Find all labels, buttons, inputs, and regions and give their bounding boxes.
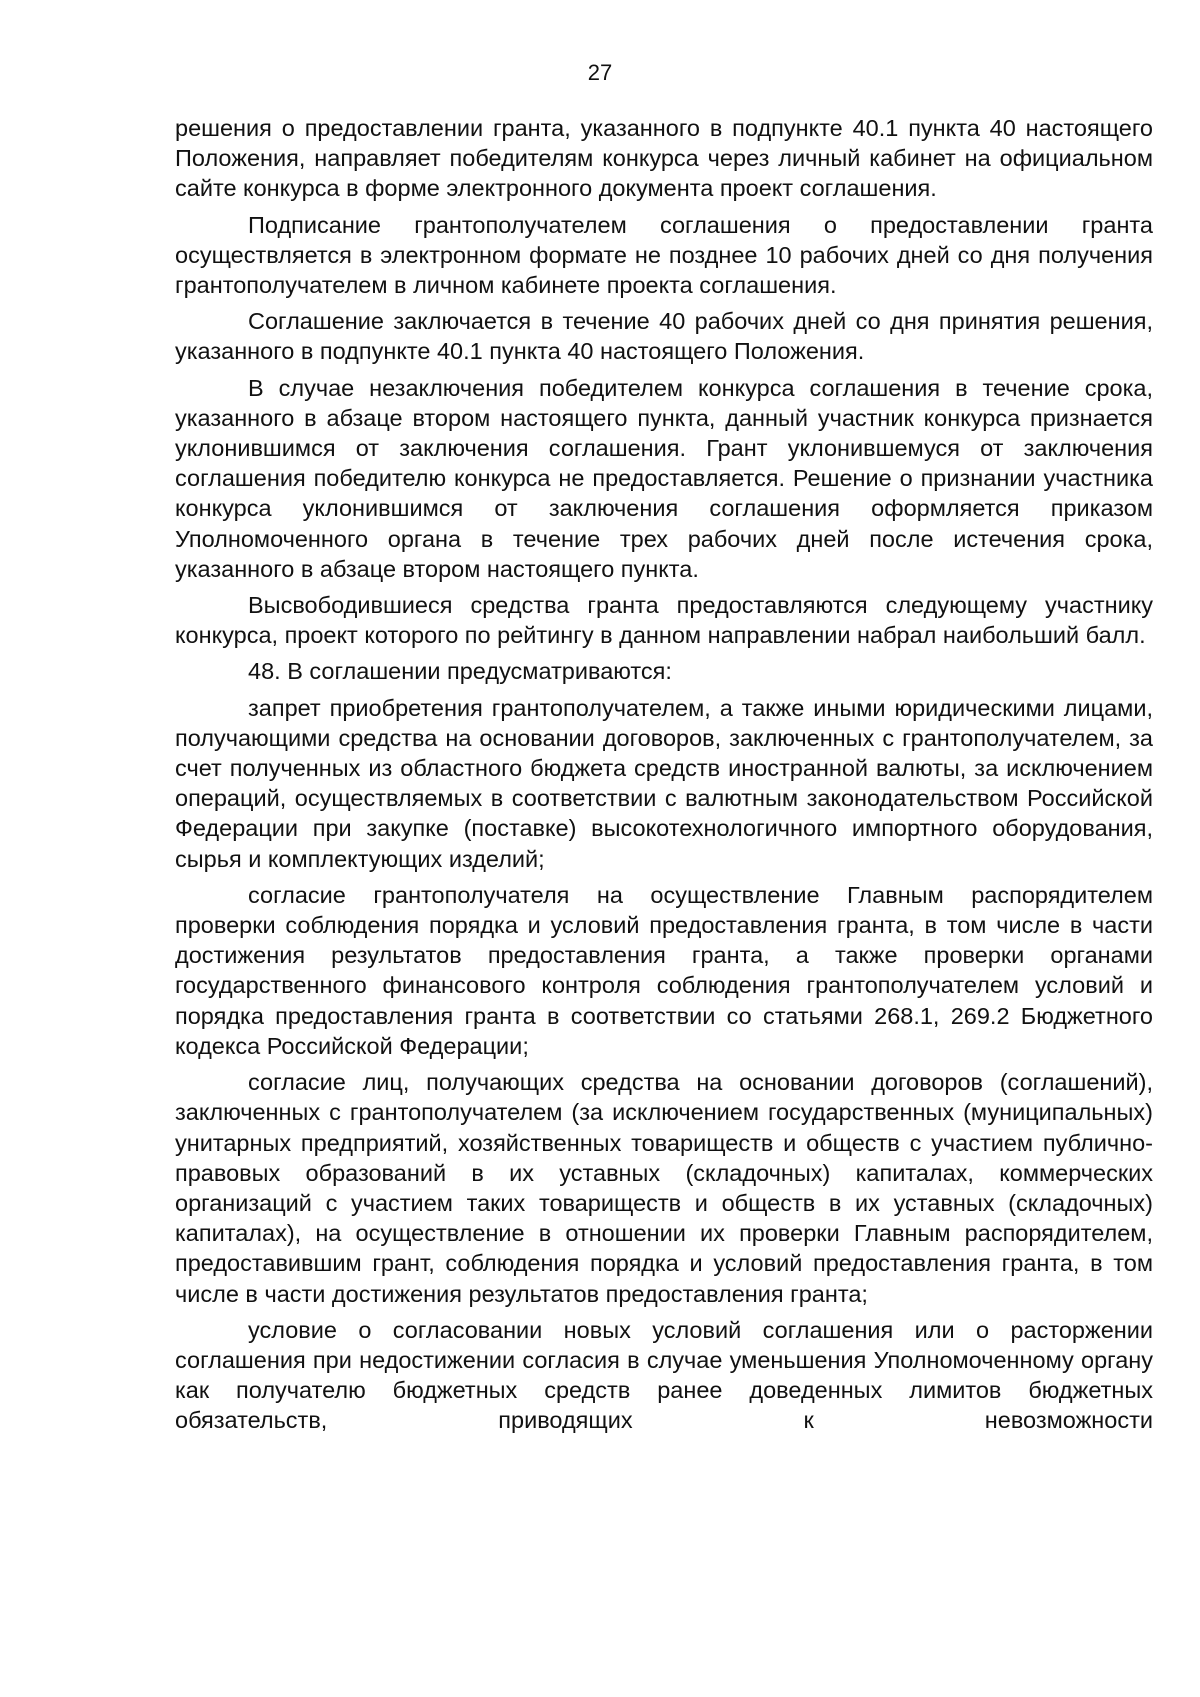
- paragraph: В случае незаключения победителем конкурса соглашения в течение срока, указанного в абзаце втором настоящего пункта, данный участник конкурса признается уклонившимся от заключения соглашения. Грант уклонившемуся от заключения соглашения победителю конкурса не предоставляется. Решение о признании участника конкурса уклонившимся от заключения соглашения оформляется приказом Уполномоченного органа в течение трех рабочих дней после истечения срока, указанного в абзаце втором настоящего пункта.: [175, 374, 1153, 582]
- document-body: [175, 113, 1153, 1442]
- page-number: 27: [587, 60, 613, 85]
- paragraph: Соглашение заключается в течение 40 рабочих дней со дня принятия решения, указанного в подпункте 40.1 пункта 40 настоящего Положения.: [175, 308, 1153, 365]
- paragraph: запрет приобретения грантополучателем, а также иными юридическими лицами, получающими средства на основании договоров, заключенных с грантополучателем, за счет полученных из областного бюджета средств иностранной валюты, за исключением операций, осуществляемых в соответствии с валютным законодательством Российской Федерации при закупке (поставке) высокотехнологичного импортного оборудования, сырья и комплектующих изделий;: [175, 694, 1153, 872]
- paragraph: Подписание грантополучателем соглашения о предоставлении гранта осуществляется в электронном формате не позднее 10 рабочих дней со дня получения грантополучателем в личном кабинете проекта соглашения.: [175, 211, 1153, 299]
- paragraph: 48. В соглашении предусматриваются:: [248, 658, 672, 685]
- paragraph: Высвободившиеся средства гранта предоставляются следующему участнику конкурса, проект которого по рейтингу в данном направлении набрал наибольший балл.: [175, 592, 1153, 649]
- paragraph: решения о предоставлении гранта, указанного в подпункте 40.1 пункта 40 настоящего Положения, направляет победителям конкурса через личный кабинет на официальном сайте конкурса в форме электронного документа проект соглашения.: [175, 115, 1153, 202]
- paragraph: согласие лиц, получающих средства на основании договоров (соглашений), заключенных с грантополучателем (за исключением государственных (муниципальных) унитарных предприятий, хозяйственных товариществ и обществ с участием публично-правовых образований в их уставных (складочных) капиталах, коммерческих организаций с участием таких товариществ и обществ в их уставных (складочных) капиталах), на осуществление в отношении их проверки Главным распорядителем, предоставившим грант, соблюдения порядка и условий предоставления гранта, в том числе в части достижения результатов предоставления гранта;: [175, 1069, 1153, 1307]
- paragraph: согласие грантополучателя на осуществление Главным распорядителем проверки соблюдения порядка и условий предоставления гранта, в том числе в части достижения результатов предоставления гранта, а также проверки органами государственного финансового контроля соблюдения грантополучателем условий и порядка предоставления гранта в соответствии со статьями 268.1, 269.2 Бюджетного кодекса Российской Федерации;: [175, 881, 1153, 1059]
- paragraph: условие о согласовании новых условий соглашения или о расторжении соглашения при недостижении согласия в случае уменьшения Уполномоченному органу как получателю бюджетных средств ранее доведенных лимитов бюджетных обязательств, приводящих к невозможности: [175, 1316, 1153, 1434]
